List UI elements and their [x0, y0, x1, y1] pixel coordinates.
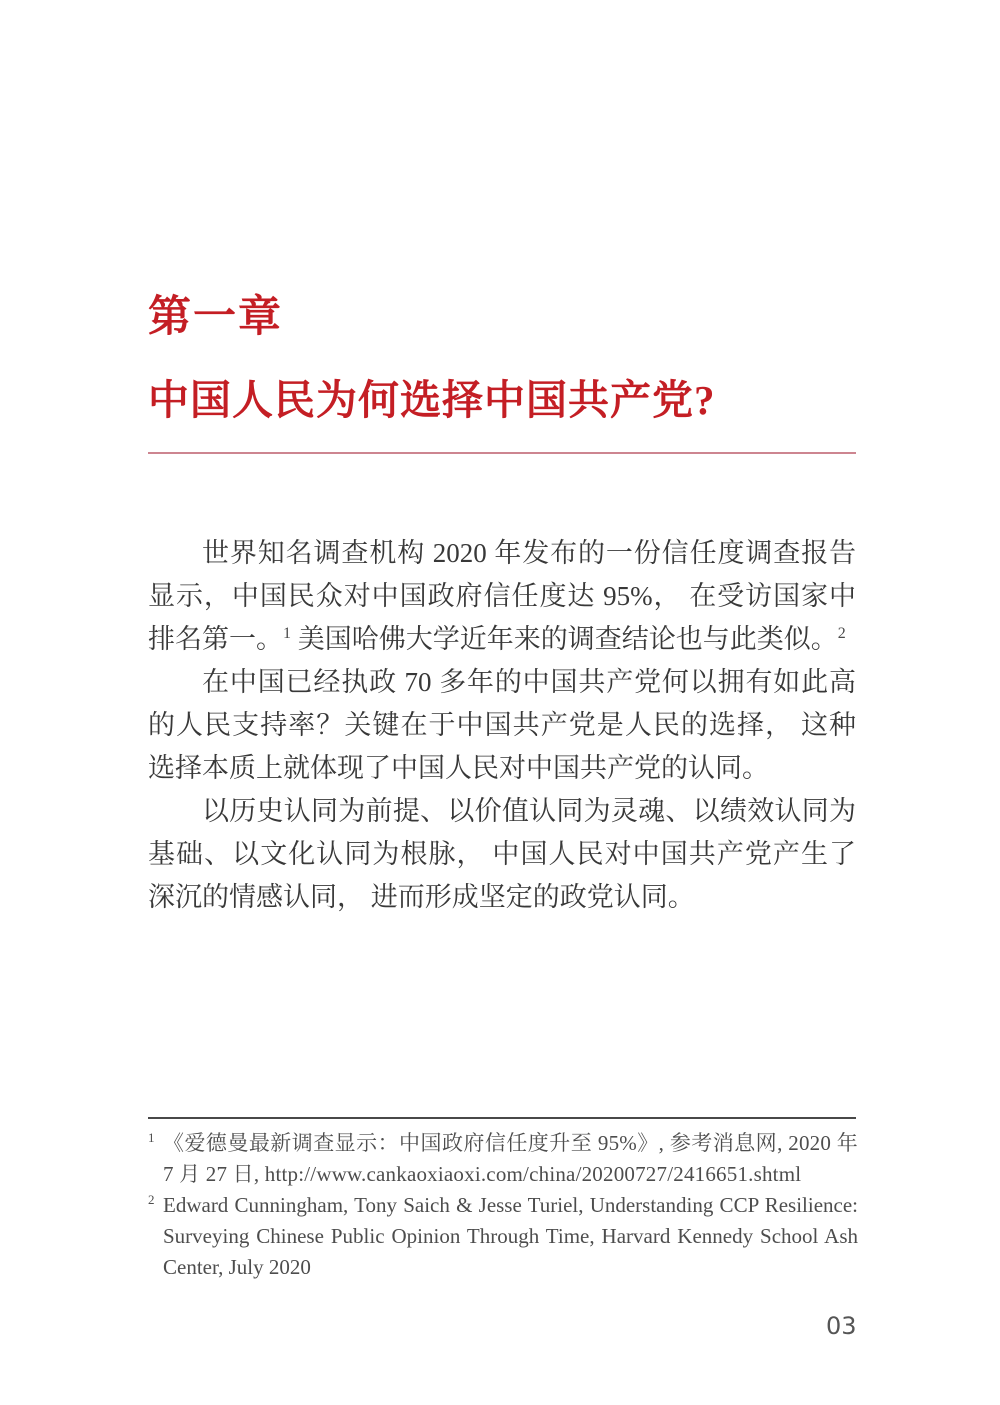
title-underline-rule	[148, 452, 856, 454]
page-number: 03	[826, 1312, 857, 1340]
footnote-ref-1: 1	[283, 625, 291, 642]
footnote-2-text: Edward Cunningham, Tony Saich & Jesse Turiel, Understanding CCP Resilience: Surveying Chinese Public Opinion Through Time, Harvard Kennedy School Ash Center, July 2020	[163, 1193, 858, 1279]
chapter-label: 第一章	[148, 294, 283, 341]
body-text	[148, 532, 856, 919]
footnote-2	[148, 1190, 858, 1283]
footnote-1	[148, 1128, 858, 1190]
footnote-ref-2: 2	[837, 625, 846, 642]
footnote-separator-rule	[148, 1117, 856, 1119]
chapter-title: 中国人民为何选择中国共产党?	[148, 377, 716, 423]
footnotes-block	[148, 1128, 858, 1283]
paragraph-3: 以历史认同为前提、以价值认同为灵魂、以绩效认同为基础、以文化认同为根脉， 中国人民对中国共产党产生了深沉的情感认同， 进而形成坚定的政党认同。	[148, 796, 856, 912]
footnote-2-marker: 2	[148, 1192, 155, 1207]
paragraph-1	[148, 532, 856, 661]
footnote-1-text: 《爱德曼最新调查显示：中国政府信任度升至 95%》, 参考消息网, 2020 年 7 月 27 日, http://www.cankaoxiaoxi.com/china/20200727/2416651.shtml	[163, 1131, 858, 1186]
footnote-1-marker: 1	[148, 1130, 155, 1145]
paragraph-1-text-b: 美国哈佛大学近年来的调查结论也与此类似。	[297, 624, 838, 654]
paragraph-1-text-a: 世界知名调查机构 2020 年发布的一份信任度调查报告显示，中国民众对中国政府信任度达 95%， 在受访国家中排名第一。	[148, 538, 856, 654]
paragraph-2: 在中国已经执政 70 多年的中国共产党何以拥有如此高的人民支持率？关键在于中国共产党是人民的选择， 这种选择本质上就体现了中国人民对中国共产党的认同。	[148, 667, 856, 783]
